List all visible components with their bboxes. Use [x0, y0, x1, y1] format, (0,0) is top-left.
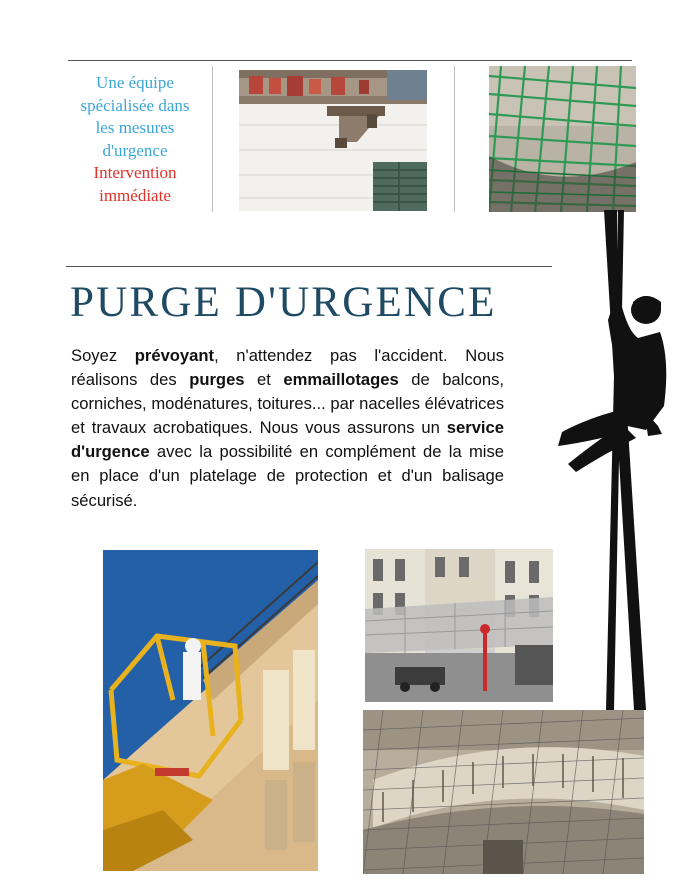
body-text-1: Soyez — [71, 346, 135, 365]
body-paragraph — [71, 344, 504, 513]
divider-left — [212, 66, 213, 212]
body-text-4: de balcons, corniches, modénatures, toitures... par nacelles élévatrices et travaux acrobatiques. Nous vous assurons un — [71, 370, 505, 438]
top-divider — [68, 60, 632, 61]
tagline-line-3: les mesures — [95, 118, 175, 137]
body-bold-prevoyant: prévoyant — [134, 346, 215, 365]
street-scaffolding-photo — [365, 549, 553, 702]
body-bold-emmaillotages: emmaillotages — [283, 370, 399, 390]
rope-access-worker-silhouette — [548, 210, 678, 710]
tagline-line-2: spécialisée dans — [80, 95, 190, 115]
body-text-3: et — [244, 370, 284, 390]
body-bold-service-urgence: service d'urgence — [71, 418, 504, 462]
body-bold-purges: purges — [189, 370, 245, 390]
tagline-line-1: Une équipe — [96, 73, 174, 92]
body-text-5: avec la possibilité en complément de la mise en place d'un platelage de protection et d'un balisage sécurisé. — [71, 442, 504, 510]
aerial-lift-photo — [103, 550, 318, 871]
tagline-line-6: immédiate — [99, 185, 171, 205]
title-divider — [66, 266, 552, 267]
safety-net-photo — [489, 66, 636, 212]
tagline-line-4: d'urgence — [102, 140, 168, 160]
balcony-net-photo — [363, 710, 644, 874]
cornice-damage-photo — [239, 70, 427, 211]
body-text-2: , n'attendez pas l'accident. Nous réalisons des — [71, 346, 504, 390]
tagline — [62, 72, 208, 207]
tagline-line-5: Intervention — [93, 163, 177, 182]
page-title: PURGE D'URGENCE — [70, 279, 497, 326]
divider-right — [454, 66, 455, 212]
